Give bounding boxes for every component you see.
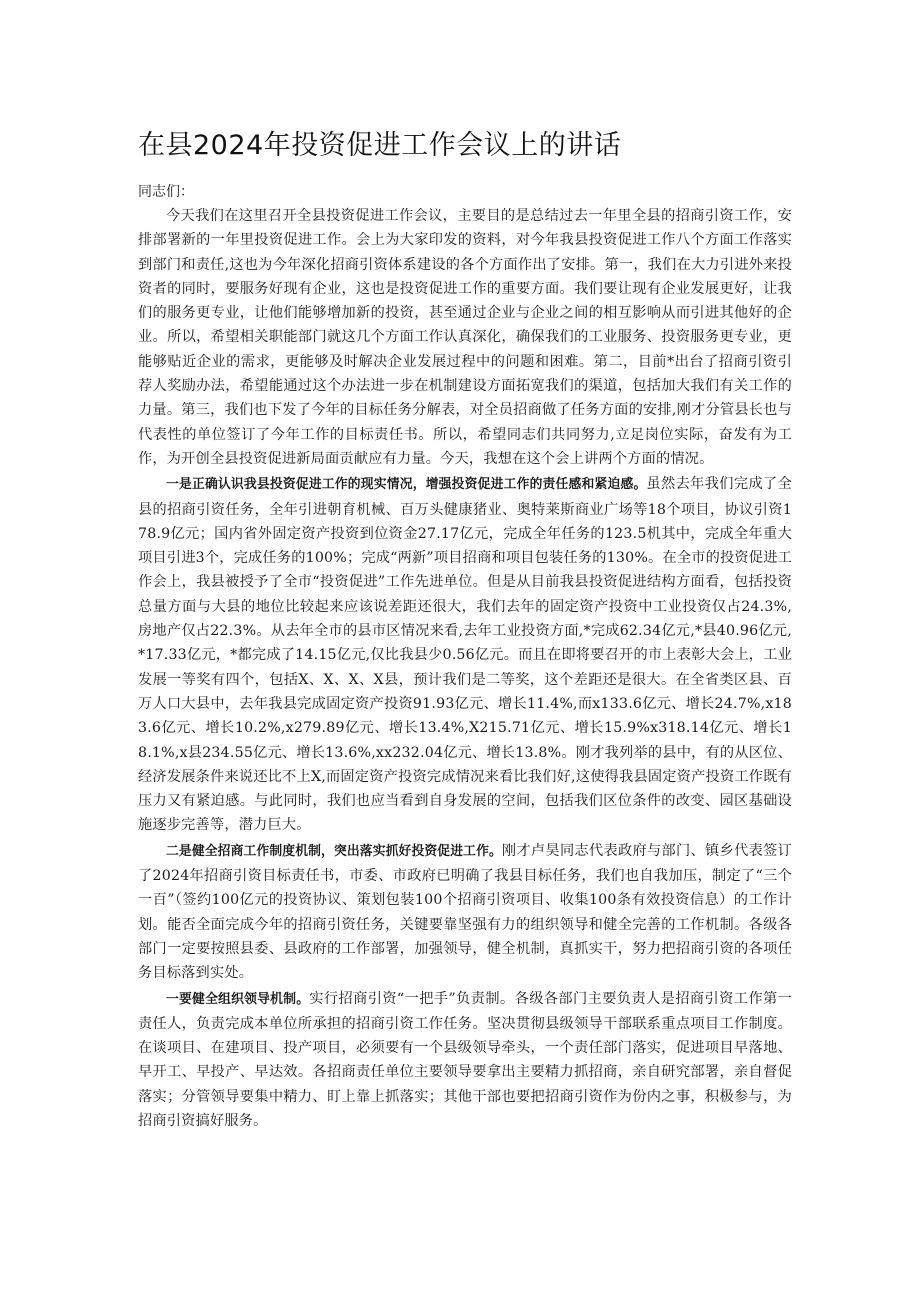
paragraph-text: 今天我们在这里召开全县投资促进工作会议，主要目的是总结过去一年里全县的招商引资工作，安排部署新的一年里投资促进工作。会上为大家印发的资料，对今年我县投资促进工作八个方面工作落实到部门和责任,这也为今年深化招商引资体系建设的各个方面作出了安排。第一，我们在大力引进外来投资者的同时，要服务好现有企业，这也是投资促进工作的重要方面。我们要让现有企业发展更好，让我们的服务更专业，让他们能够增加新的投资，甚至通过企业与企业之间的相互影响从而引进其他好的企业。所以，希望相关职能部门就这几个方面工作认真深化，确保我们的工业服务、投资服务更专业，更能够贴近企业的需求，更能够及时解决企业发展过程中的问题和困难。第二，目前*出台了招商引资引荐人奖励办法，希望能通过这个办法进一步在机制建设方面拓宽我们的渠道，包括加大我们有关工作的力量。第三，我们也下发了今年的目标任务分解表，对全员招商做了任务方面的安排,刚才分管县长也与代表性的单位签订了今年工作的目标责任书。所以，希望同志们共同努力,立足岗位实际，奋发有为工作，为开创全县投资促进新局面贡献应有力量。今天，我想在这个会上讲两个方面的情况。 [138,208,792,467]
paragraph-text: 虽然去年我们完成了全县的招商引资任务，全年引进朝育机械、百万头健康猪业、奥特莱斯商业广场等18个项目，协议引资178.9亿元；国内省外固定资产投资到位资金27.17亿元，完成全年任务的123.5机其中，完成全年重大项目引进3个，完成任务的100%；完成“两新”项目招商和项目包装任务的130%。在全市的投资促进工作会上，我县被授予了全市“投资促进”工作先进单位。但是从目前我县投资促进结构方面看，包括投资总量方面与大县的地位比较起来应该说差距还很大，我们去年的固定资产投资中工业投资仅占24.3%,房地产仅占22.3%。从去年全市的县市区情况来看,去年工业投资方面,*完成62.34亿元,*县40.96亿元,*17.33亿元，*都完成了14.15亿元,仅比我县少0.56亿元。而且在即将要召开的市上表彰大会上，工业发展一等奖有四个，包括X、X、X、X县，预计我们是二等奖，这个差距还是很大。在全省类区县、百万人口大县中，去年我县完成固定资产投资91.93亿元、增长11.4%,而x133.6亿元、增长24.7%,x183.6亿元、增长10.2%,x279.89亿元、增长13.4%,X215.71亿元、增长15.9%x318.14亿元、增长18.1%,x县234.55亿元、增长13.6%,xx232.04亿元、增长13.8%。刚才我列举的县中，有的从区位、经济发展条件来说还比不上X,而固定资产投资完成情况来看比我们好,这使得我县固定资产投资工作既有压力又有紧迫感。与此同时，我们也应当看到自身发展的空间，包括我们区位条件的改变、园区基础设施逐步完善等，潜力巨大。 [138,476,792,834]
section-heading: 一是正确认识我县投资促进工作的现实情况，增强投资促进工作的责任感和紧迫感。 [166,477,647,493]
paragraph-section-1 [138,472,792,837]
greeting: 同志们： [138,184,194,200]
section-heading: 二是健全招商工作制度机制，突出落实抓好投资促进工作。 [166,843,502,859]
document-title: 在县2024年投资促进工作会议上的讲话 [138,130,622,161]
subsection-heading: 一要健全组织领导机制。 [166,991,310,1007]
paragraph-subsection-1 [138,987,792,1134]
paragraph-text: 刚才卢昊同志代表政府与部门、镇乡代表签订了2024年招商引资目标责任书，市委、市政府已明确了我县目标任务，我们也自我加压，制定了“三个一百”（签约100亿元的投资协议、策划包装100个招商引资项目、收集100条有效投资信息）的工作计划。能否全面完成今年的招商引资任务，关键要靠坚强有力的组织领导和健全完善的工作机制。各级各部门一定要按照县委、县政府的工作部署，加强领导，健全机制，真抓实干，努力把招商引资的各项任务目标落到实处。 [138,842,792,982]
paragraph-intro [138,204,792,471]
document-page [138,0,792,1133]
paragraph-text: 实行招商引资“一把手”负责制。各级各部门主要负责人是招商引资工作第一责任人，负责完成本单位所承担的招商引资工作任务。坚决贯彻县级领导干部联系重点项目工作制度。在谈项目、在建项目、投产项目，必须要有一个县级领导牵头，一个责任部门落实，促进项目早落地、早开工、早投产、早达效。各招商责任单位主要领导要拿出主要精力抓招商，亲自研究部署，亲自督促落实；分管领导要集中精力、盯上靠上抓落实；其他干部也要把招商引资作为份内之事，积极参与，为招商引资搞好服务。 [138,990,792,1129]
paragraph-section-2 [138,839,792,986]
